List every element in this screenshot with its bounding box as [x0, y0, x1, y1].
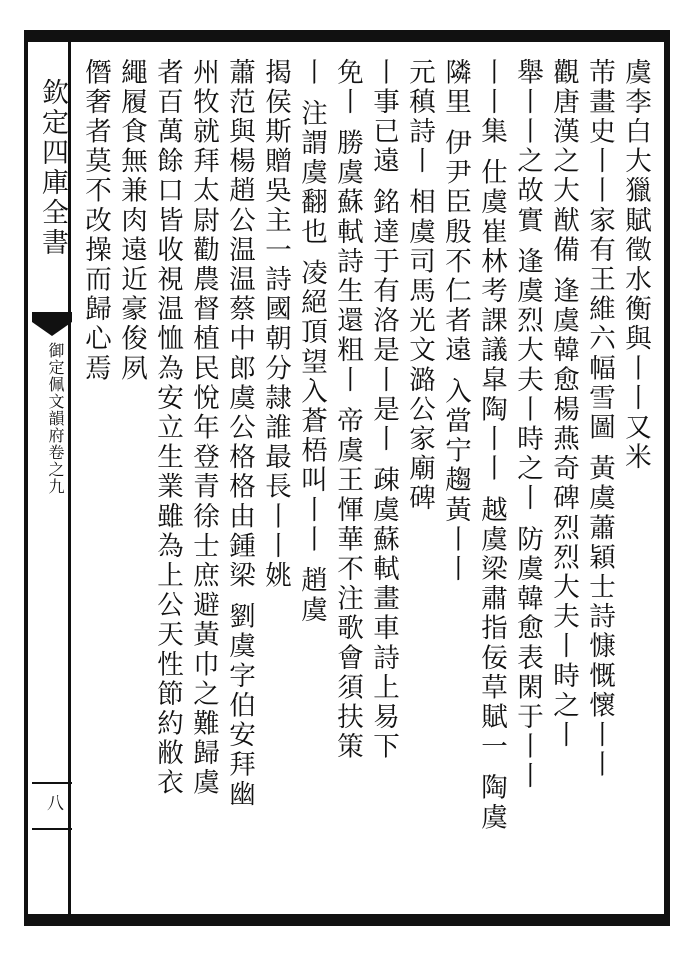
text-column-9: 免丨 勝虞蘇軾詩生還粗丨 帝虞王惲華不注歌會須扶策 [332, 58, 363, 762]
subtitle-text: 御定佩文韻府 [46, 342, 65, 444]
margin-column [28, 42, 70, 914]
page-number-rule-bottom [32, 828, 72, 830]
page-number: 八 [43, 794, 63, 811]
text-column-13: 州牧就拜太尉勸農督植民悅年登青徐士庶避黃巾之難歸虞 [188, 58, 219, 798]
text-column-10: 丨 注謂虞翻也 凌絕頂望入蒼梧叫丨丨 趙虞 [296, 58, 327, 626]
text-column-3: 觀唐漢之大猷備 逢虞韓愈楊燕奇碑烈烈大夫丨時之丨 [548, 58, 579, 751]
text-column-1: 虞李白大獵賦徵水衡與丨丨又米 [620, 58, 651, 473]
text-body [74, 46, 660, 912]
text-column-14: 者百萬餘口皆收視温恤為安立生業雖為上公天性節約敝衣 [152, 58, 183, 798]
top-border [24, 30, 670, 42]
text-column-6: 隣里 伊尹臣殷不仁者遠 入當宁趨黃丨丨 [440, 58, 471, 585]
text-column-16: 僭奢者莫不改操而歸心焉 [80, 58, 111, 384]
book-subtitle [40, 342, 66, 495]
volume-mark: 卷之九 [46, 444, 65, 495]
text-column-5: 丨丨集 仕虞崔林考課議皐陶丨丨 越虞梁肅指佞草賦一 陶虞 [476, 58, 507, 833]
text-column-7: 元稹詩丨 相虞司馬光文潞公家廟碑 [404, 58, 435, 514]
text-column-11: 揭侯斯贈吳主一詩國朝分隷誰最長丨丨姚 [260, 58, 291, 591]
text-column-12: 蕭范與楊趙公温温蔡中郎虞公格格由鍾梁 劉虞字伯安拜幽 [224, 58, 255, 810]
book-title: 欽定四庫全書 [37, 78, 68, 258]
text-column-15: 繩履食無兼肉遠近豪俊夙 [116, 58, 147, 384]
page-frame [24, 30, 670, 926]
text-column-8: 丨事已遠 銘達于有洛是丨是丨 疎虞蘇軾畫車詩上易下 [368, 58, 399, 762]
right-border [664, 30, 670, 926]
fish-tail-mark-icon [32, 312, 72, 338]
bottom-border [24, 914, 670, 926]
text-column-2: 芾畫史丨丨家有王維六幅雪圖 黃虞蕭穎士詩慷慨懷丨丨 [584, 58, 615, 780]
page-number-rule-top [32, 782, 72, 784]
text-column-4: 舉丨丨之故實 逢虞烈大夫丨時之丨 防虞韓愈表閑于丨丨 [512, 58, 543, 792]
